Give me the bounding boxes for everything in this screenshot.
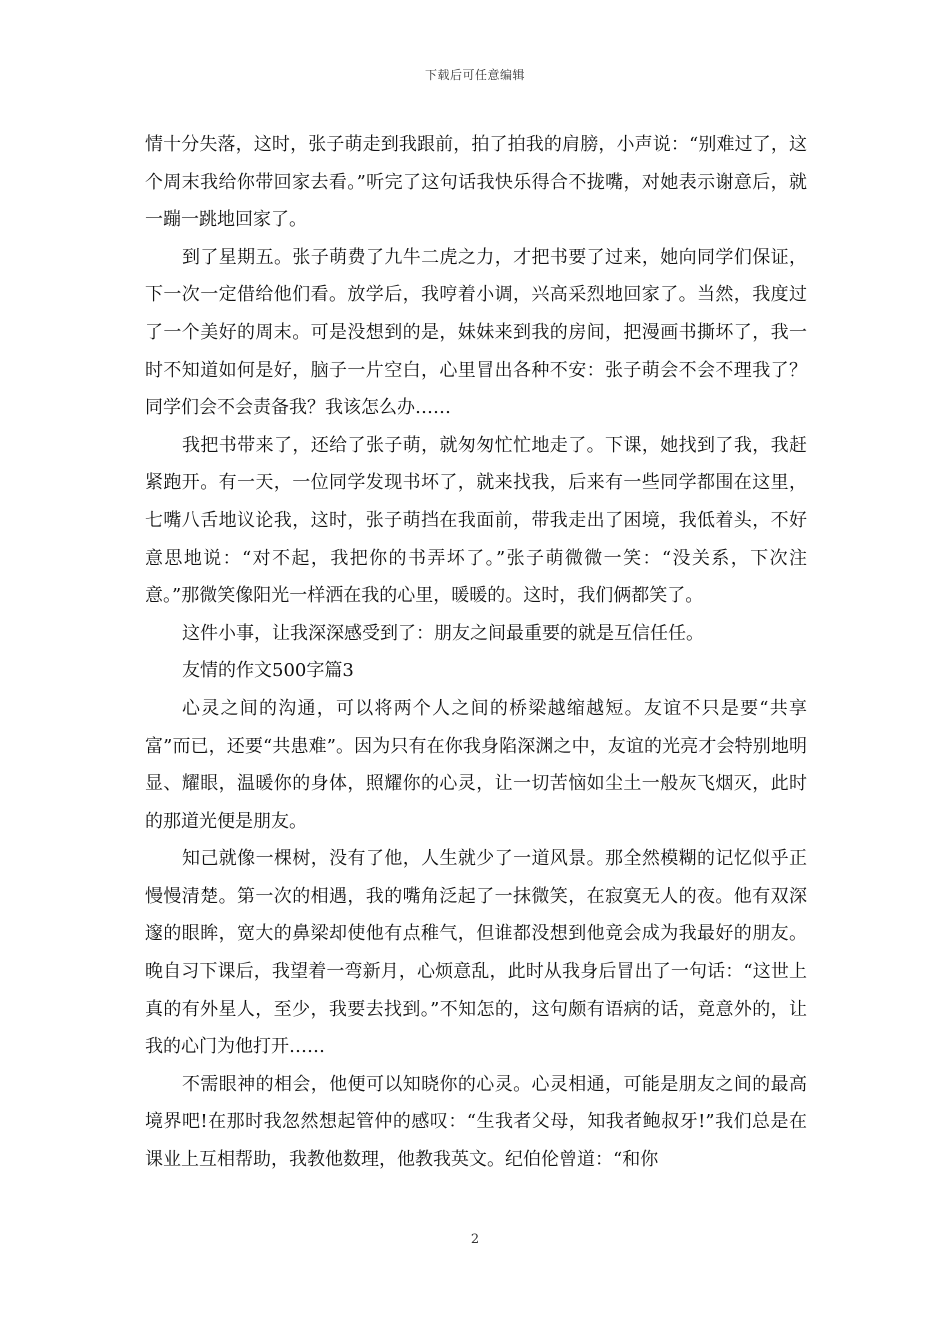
- paragraph: 知己就像一棵树，没有了他，人生就少了一道风景。那全然模糊的记忆似乎正慢慢清楚。第一次的相遇，我的嘴角泛起了一抹微笑，在寂寞无人的夜。他有双深邃的眼眸，宽大的鼻梁却使他有点稚气，但谁都没想到他竟会成为我最好的朋友。晚自习下课后，我望着一弯新月，心烦意乱，此时从我身后冒出了一句话：“这世上真的有外星人，至少，我要去找到。”不知怎的，这句颇有语病的话，竟意外的，让我的心门为他打开……: [145, 848, 807, 1058]
- page-header: 下载后可任意编辑: [424, 68, 525, 82]
- paragraph: 心灵之间的沟通，可以将两个人之间的桥梁越缩越短。友谊不只是要“共享富”而已，还要“共患难”。因为只有在你我身陷深渊之中，友谊的光亮才会特别地明显、耀眼，温暖你的身体，照耀你的心灵，让一切苦恼如尘土一般灰飞烟灭，此时的那道光便是朋友。: [145, 697, 807, 832]
- paragraph: 情十分失落，这时，张子萌走到我跟前，拍了拍我的肩膀，小声说：“别难过了，这个周末我给你带回家去看。”听完了这句话我快乐得合不拢嘴，对她表示谢意后，就一蹦一跳地回家了。: [145, 134, 807, 231]
- section-heading: 友情的作文500字篇3: [182, 660, 354, 682]
- paragraph: 我把书带来了，还给了张子萌，就匆匆忙忙地走了。下课，她找到了我，我赶紧跑开。有一天，一位同学发现书坏了，就来找我，后来有一些同学都围在这里，七嘴八舌地议论我，这时，张子萌挡在我面前，带我走出了困境，我低着头，不好意思地说：“对不起，我把你的书弄坏了。”张子萌微微一笑：“没关系，下次注意。”那微笑像阳光一样洒在我的心里，暖暖的。这时，我们俩都笑了。: [145, 434, 807, 607]
- page-number: 2: [470, 1232, 480, 1247]
- paragraph: 这件小事，让我深深感受到了：朋友之间最重要的就是互信任任。: [182, 622, 704, 644]
- paragraph: 不需眼神的相会，他便可以知晓你的心灵。心灵相通，可能是朋友之间的最高境界吧!在那时我忽然想起管仲的感叹：“生我者父母，知我者鲍叔牙!”我们总是在课业上互相帮助，我教他数理，他教我英文。纪伯伦曾道：“和你: [145, 1073, 807, 1171]
- paragraph: 到了星期五。张子萌费了九牛二虎之力，才把书要了过来，她向同学们保证，下一次一定借给他们看。放学后，我哼着小调，兴高采烈地回家了。当然，我度过了一个美好的周末。可是没想到的是，妹妹来到我的房间，把漫画书撕坏了，我一时不知道如何是好，脑子一片空白，心里冒出各种不安：张子萌会不会不理我了？同学们会不会责备我？我该怎么办……: [145, 246, 807, 419]
- document-body: [145, 126, 807, 1179]
